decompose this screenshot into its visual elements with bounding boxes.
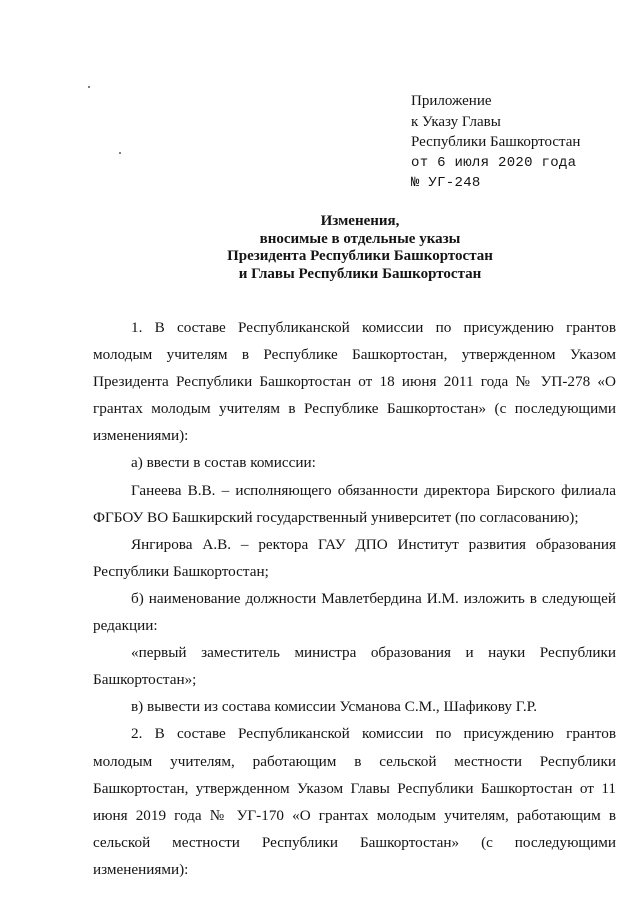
paragraph-1b: б) наименование должности Мавлетбердина И.М. изложить в следующей редакции: [93, 589, 616, 635]
title-line-3: Президента Республики Башкортостан [227, 248, 493, 264]
appendix-label: Приложение [411, 93, 492, 109]
appendix-decree-ref: к Указу Главы [411, 113, 501, 130]
paragraph-1a-item-2: Янгирова А.В. – ректора ГАУ ДПО Институт развития образования Республики Башкортостан; [93, 535, 616, 580]
title-line-1: Изменения, [320, 213, 400, 229]
title-line-4: и Главы Республики Башкортостан [238, 265, 482, 282]
paragraph-2: 2. В составе Республиканской комиссии по присуждению грантов молодым учителям, работающим в сельской местности Республики Башкортостан, утвержденном Указом Главы Республики Башкортостан от 11 июня 2019 года № УГ-170 «О грантах молодым учителям, работающим в сельской местности Республики Башкортостан» (с последующими изменениями): [93, 725, 616, 878]
paragraph-1: 1. В составе Республиканской комиссии по присуждению грантов молодым учителям в Республике Башкортостан, утвержденном Указом Президента Республики Башкортостан от 18 июня 2011 года № УП-278 «О грантах молодым учителям в Республике Башкортостан» (с последующими изменениями): [93, 319, 616, 445]
title-line-2: вносимые в отдельные указы [259, 230, 461, 247]
appendix-header [411, 91, 580, 194]
document-title [0, 213, 640, 283]
paragraph-1c: в) вывести из состава комиссии Усманова С.М., Шафикову Г.Р. [131, 698, 537, 716]
appendix-date: от 6 июля 2020 года [411, 154, 577, 171]
appendix-republic: Республики Башкортостан [411, 134, 581, 150]
scan-speck [119, 152, 121, 154]
paragraph-1b-quote: «первый заместитель министра образования и науки Республики Башкортостан»; [93, 644, 616, 689]
document-body [93, 314, 616, 883]
paragraph-1a: а) ввести в состав комиссии: [131, 454, 316, 472]
paragraph-1a-item-1: Ганеева В.В. – исполняющего обязанности директора Бирского филиала ФГБОУ ВО Башкирский государственный университет (по согласованию); [93, 481, 616, 526]
scan-speck [88, 86, 90, 88]
appendix-number: № УГ-248 [411, 175, 481, 191]
